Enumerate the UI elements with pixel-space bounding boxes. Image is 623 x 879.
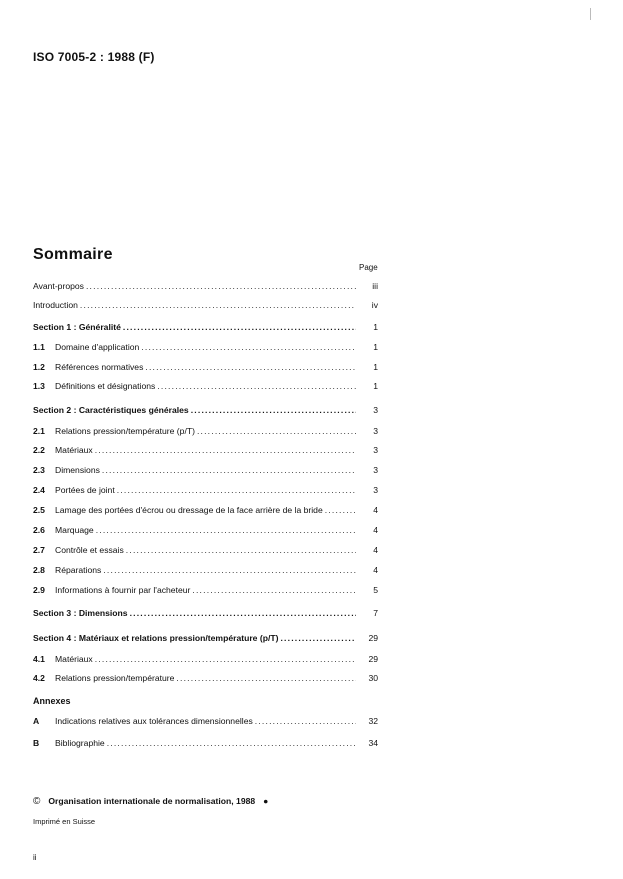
toc-entry-page: 1 [373, 342, 378, 352]
toc-entry[interactable] [33, 715, 378, 728]
toc-entry[interactable] [33, 484, 378, 497]
toc-entry-number: 2.1 [33, 426, 45, 436]
toc-entry-label [55, 544, 356, 557]
toc-entry-text: Section 3 : Dimensions [33, 608, 128, 618]
toc-entry-label [33, 280, 356, 293]
toc-entry-number: B [33, 738, 40, 748]
toc-entry-number: 4.2 [33, 673, 45, 683]
toc-entry-number: 2.8 [33, 565, 45, 575]
toc-entry[interactable] [33, 464, 378, 477]
toc-entry-label [33, 607, 356, 620]
toc-entry[interactable] [33, 672, 378, 685]
page-column-label: Page [359, 263, 378, 272]
toc-entry-number: 2.6 [33, 525, 45, 535]
toc-entry-label [55, 380, 356, 393]
toc-entry-text: Portées de joint [55, 485, 115, 495]
toc-entry-number: 1.3 [33, 381, 45, 391]
toc-entry-text: Définitions et désignations [55, 381, 156, 391]
toc-entry[interactable] [33, 404, 378, 417]
toc-entry-label [55, 444, 356, 457]
toc-entry-text: Introduction [33, 300, 78, 310]
toc-entry-label [55, 737, 356, 750]
toc-entry-text: Contrôle et essais [55, 545, 124, 555]
toc-entry[interactable] [33, 564, 378, 577]
toc-entry[interactable] [33, 632, 378, 645]
toc-entry[interactable] [33, 321, 378, 334]
toc-entry[interactable] [33, 444, 378, 457]
page-title: Sommaire [33, 246, 113, 263]
toc-entry-label [55, 464, 356, 477]
toc-entry[interactable] [33, 341, 378, 354]
toc-entry-page: 3 [373, 405, 378, 415]
toc-entry-number: A [33, 716, 40, 726]
toc-entry-page: 29 [368, 633, 378, 643]
toc-entry-page: 32 [368, 716, 378, 726]
toc-entry-number: 2.7 [33, 545, 45, 555]
toc-entry-label [55, 524, 356, 537]
toc-entry[interactable] [33, 607, 378, 620]
toc-entry-label [33, 404, 356, 417]
toc-entry-text: Bibliographie [55, 738, 105, 748]
toc-entry-page: 4 [373, 505, 378, 515]
toc-entry-number: 2.9 [33, 585, 45, 595]
toc-entry[interactable] [33, 425, 378, 438]
toc-entry-text: Section 1 : Généralité [33, 322, 121, 332]
toc-entry-page: 1 [373, 362, 378, 372]
toc-entry-page: 3 [373, 426, 378, 436]
toc-entry-text: Indications relatives aux tolérances dimensionnelles [55, 716, 253, 726]
printed-in: Imprimé en Suisse [33, 817, 96, 826]
toc-entry-label [55, 715, 356, 728]
toc-entry-label [55, 361, 356, 374]
toc-entry-number: 2.4 [33, 485, 45, 495]
toc-entry-page: 34 [368, 738, 378, 748]
copyright-text: Organisation internationale de normalisation, 1988 [48, 796, 256, 806]
toc-entry-label [55, 564, 356, 577]
toc-entry-text: Réparations [55, 565, 102, 575]
toc-entry-page: 3 [373, 485, 378, 495]
toc-entry-page: 3 [373, 445, 378, 455]
toc-entry-page: 1 [373, 322, 378, 332]
annexes-heading: Annexes [33, 696, 71, 706]
toc-entry-page: 3 [373, 465, 378, 475]
toc-entry-text: Matériaux [55, 654, 93, 664]
toc-entry[interactable] [33, 299, 378, 312]
toc-entry-page: 30 [368, 673, 378, 683]
toc-entry[interactable] [33, 737, 378, 750]
copyright-line [33, 796, 268, 807]
toc-entry-number: 2.5 [33, 505, 45, 515]
toc-entry-text: Section 2 : Caractéristiques générales [33, 405, 189, 415]
toc-entry[interactable] [33, 504, 378, 517]
toc-entry[interactable] [33, 653, 378, 666]
footer-page-number: ii [33, 853, 37, 862]
toc-entry-number: 1.2 [33, 362, 45, 372]
toc-entry[interactable] [33, 280, 378, 293]
toc-entry-label [55, 653, 356, 666]
toc-entry-label [55, 484, 356, 497]
toc-entry-text: Informations à fournir par l'acheteur [55, 585, 191, 595]
document-header: ISO 7005-2 : 1988 (F) [33, 50, 155, 64]
toc-entry-page: 4 [373, 545, 378, 555]
toc-entry-number: 1.1 [33, 342, 45, 352]
toc-entry-page: 7 [373, 608, 378, 618]
toc-entry-number: 2.2 [33, 445, 45, 455]
toc-entry-text: Section 4 : Matériaux et relations pression/température (p/T) [33, 633, 279, 643]
toc-entry-label [55, 504, 356, 517]
toc-entry[interactable] [33, 524, 378, 537]
toc-entry-page: 1 [373, 381, 378, 391]
toc-entry-text: Matériaux [55, 445, 93, 455]
toc-entry[interactable] [33, 380, 378, 393]
toc-entry-page: iii [372, 281, 378, 291]
toc-entry-text: Domaine d'application [55, 342, 140, 352]
toc-entry[interactable] [33, 361, 378, 374]
toc-entry-text: Relations pression/température (p/T) [55, 426, 195, 436]
toc-entry-page: 5 [373, 585, 378, 595]
toc-entry-label [33, 632, 356, 645]
toc-entry-text: Avant-propos [33, 281, 84, 291]
toc-entry-page: iv [371, 300, 378, 310]
toc-entry-text: Références normatives [55, 362, 144, 372]
toc-entry-text: Lamage des portées d'écrou ou dressage de la face arrière de la bride [55, 505, 323, 515]
bullet-icon: ● [263, 796, 269, 806]
toc-entry-number: 2.3 [33, 465, 45, 475]
scan-mark [590, 8, 591, 20]
toc-entry-label [55, 341, 356, 354]
toc-entry-label [55, 584, 356, 597]
toc-entry-text: Dimensions [55, 465, 100, 475]
toc-entry-text: Marquage [55, 525, 94, 535]
toc-entry-text: Relations pression/température [55, 673, 175, 683]
toc-entry[interactable] [33, 584, 378, 597]
toc-entry-label [33, 299, 356, 312]
toc-entry-label [55, 672, 356, 685]
toc-entry-label [33, 321, 356, 334]
copyright-symbol: © [33, 796, 41, 807]
toc-entry-page: 4 [373, 565, 378, 575]
toc-entry-page: 29 [368, 654, 378, 664]
toc-entry-number: 4.1 [33, 654, 45, 664]
toc-entry-page: 4 [373, 525, 378, 535]
toc-entry[interactable] [33, 544, 378, 557]
toc-entry-label [55, 425, 356, 438]
